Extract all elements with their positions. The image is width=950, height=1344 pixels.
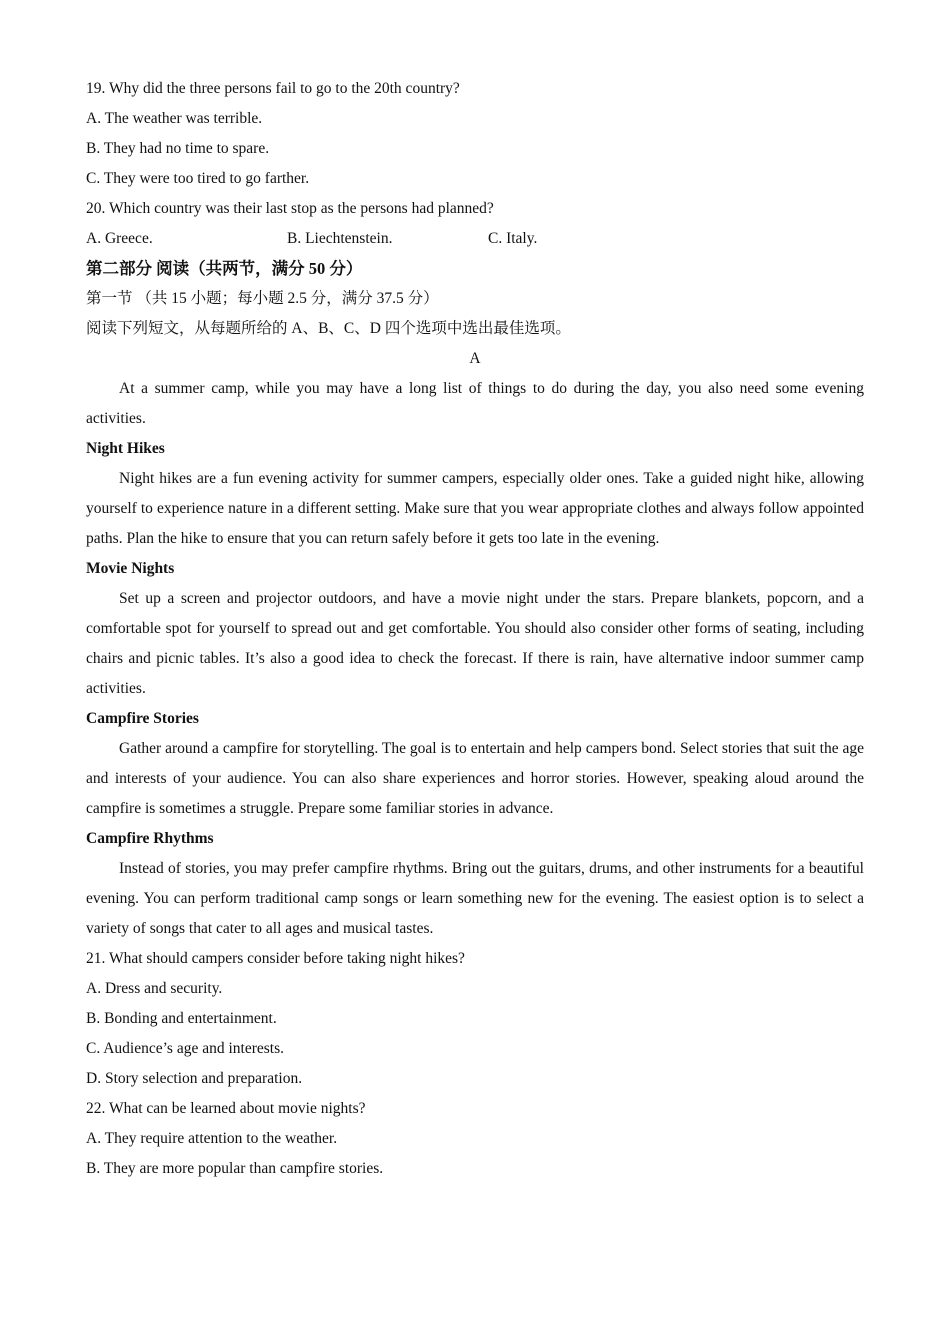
- heading-night-hikes: Night Hikes: [86, 440, 165, 457]
- q20-option-a: A. Greece.: [86, 230, 153, 247]
- q21-option-c: C. Audience’s age and interests.: [86, 1040, 285, 1057]
- para-campfire-rhythms: Instead of stories, you may prefer campfire rhythms. Bring out the guitars, drums, and other instruments for a beautiful evening. You can perform traditional camp songs or learn something new for the evening. The easiest option is to select a variety of songs that cater to all ages and musical tastes.: [86, 860, 864, 937]
- reading-instruction: 阅读下列短文，从每题所给的 A、B、C、D 四个选项中选出最佳选项。: [86, 320, 571, 337]
- q21-stem: 21. What should campers consider before taking night hikes?: [86, 950, 465, 967]
- q19-option-a: A. The weather was terrible.: [86, 110, 263, 127]
- para-movie-nights: Set up a screen and projector outdoors, and have a movie night under the stars. Prepare blankets, popcorn, and a comfortable spot for yourself to spread out and get comfortable. You should also consider other forms of seating, including chairs and picnic tables. It’s also a good idea to check the forecast. If there is rain, have alternative indoor summer camp activities.: [86, 590, 864, 697]
- q22-option-b: B. They are more popular than campfire stories.: [86, 1160, 384, 1177]
- passage-intro: At a summer camp, while you may have a long list of things to do during the day, you also need some evening activities.: [86, 380, 864, 427]
- q21-option-a: A. Dress and security.: [86, 980, 223, 997]
- exam-page: [86, 74, 864, 1184]
- q20-option-c: C. Italy.: [488, 230, 538, 247]
- q22-stem: 22. What can be learned about movie nights?: [86, 1100, 366, 1117]
- heading-movie-nights: Movie Nights: [86, 560, 175, 577]
- q19-option-b: B. They had no time to spare.: [86, 140, 270, 157]
- q19-stem: 19. Why did the three persons fail to go to the 20th country?: [86, 80, 460, 97]
- q20-option-b: B. Liechtenstein.: [287, 230, 393, 247]
- para-night-hikes: Night hikes are a fun evening activity for summer campers, especially older ones. Take a guided night hike, allowing yourself to experience nature in a different setting. Make sure that you wear appropriate clothes and always follow appointed paths. Plan the hike to ensure that you can return safely before it gets too late in the evening.: [86, 470, 864, 547]
- q20-stem: 20. Which country was their last stop as the persons had planned?: [86, 200, 494, 217]
- section1-heading: 第一节 （共 15 小题；每小题 2.5 分，满分 37.5 分）: [86, 290, 439, 307]
- q19-option-c: C. They were too tired to go farther.: [86, 170, 310, 187]
- q21-option-d: D. Story selection and preparation.: [86, 1070, 303, 1087]
- heading-campfire-stories: Campfire Stories: [86, 710, 199, 727]
- q20-options: [86, 224, 864, 254]
- heading-campfire-rhythms: Campfire Rhythms: [86, 830, 214, 847]
- passage-label: A: [469, 350, 481, 367]
- part2-title: 第二部分 阅读（共两节，满分 50 分）: [86, 259, 363, 278]
- para-campfire-stories: Gather around a campfire for storytelling. The goal is to entertain and help campers bond. Select stories that suit the age and interests of your audience. You can also share experiences and horror stories. However, speaking aloud around the campfire is sometimes a struggle. Prepare some familiar stories in advance.: [86, 740, 864, 817]
- q22-option-a: A. They require attention to the weather.: [86, 1130, 338, 1147]
- q21-option-b: B. Bonding and entertainment.: [86, 1010, 277, 1027]
